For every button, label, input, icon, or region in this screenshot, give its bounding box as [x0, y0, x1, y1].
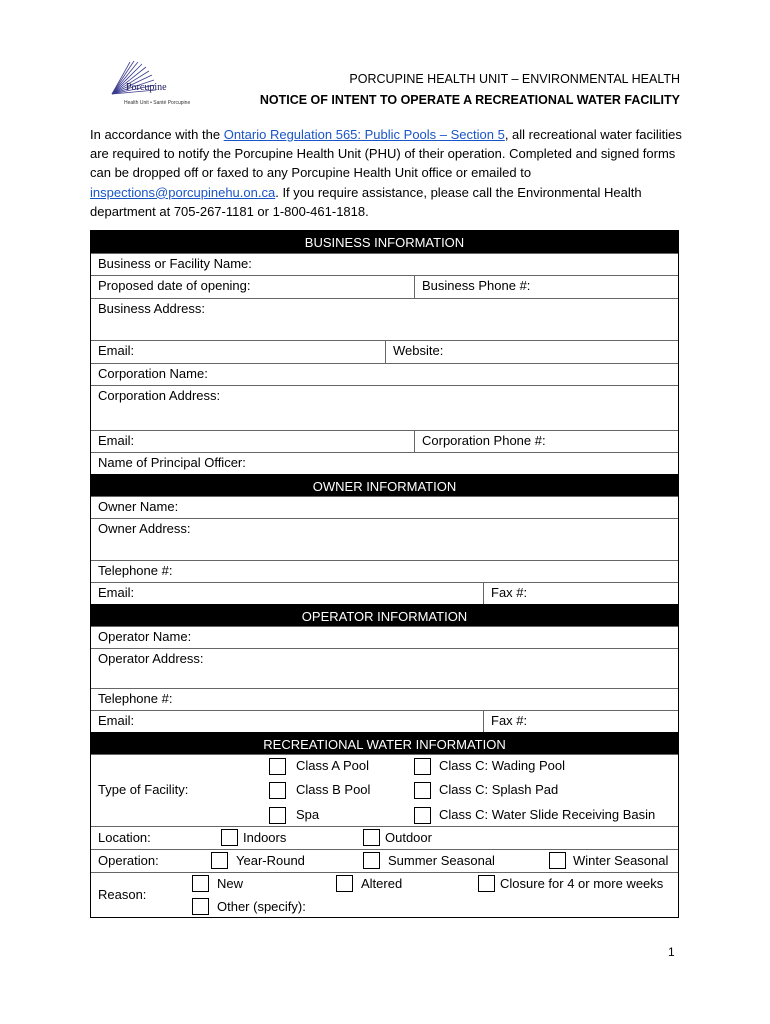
- operator-fax-field[interactable]: Fax #:: [483, 711, 678, 732]
- location-label: Location:: [98, 830, 151, 845]
- operator-telephone-label: Telephone #:: [98, 691, 173, 706]
- summer-seasonal-checkbox[interactable]: [363, 852, 380, 869]
- year-round-checkbox[interactable]: [211, 852, 228, 869]
- owner-section-header: OWNER INFORMATION: [91, 474, 678, 496]
- logo-subtitle: Health Unit • Santé Porcupine: [124, 100, 191, 106]
- business-address-label: Business Address:: [98, 301, 205, 316]
- other-specify-label: Other (specify):: [217, 899, 306, 914]
- operator-address-label: Operator Address:: [98, 651, 204, 666]
- email-website-row: [91, 340, 678, 363]
- operation-label: Operation:: [98, 853, 159, 868]
- wading-pool-label: Class C: Wading Pool: [439, 758, 565, 773]
- operator-name-label: Operator Name:: [98, 629, 192, 644]
- outdoor-label: Outdoor: [385, 830, 432, 845]
- inspections-email-link[interactable]: inspections@porcupinehu.on.ca: [90, 184, 276, 200]
- new-checkbox[interactable]: [192, 875, 209, 892]
- operator-address-row[interactable]: [91, 648, 678, 688]
- corp-phone-field[interactable]: Corporation Phone #:: [414, 431, 678, 452]
- altered-label: Altered: [361, 876, 403, 891]
- opening-date-field[interactable]: Proposed date of opening:: [98, 278, 251, 293]
- owner-address-label: Owner Address:: [98, 521, 191, 536]
- business-website-field[interactable]: Website:: [385, 341, 678, 363]
- page-number: 1: [668, 945, 675, 959]
- operator-section-header: OPERATOR INFORMATION: [91, 604, 678, 626]
- corp-address-row[interactable]: [91, 385, 678, 430]
- altered-checkbox[interactable]: [336, 875, 353, 892]
- corp-address-label: Corporation Address:: [98, 388, 221, 403]
- year-round-label: Year-Round: [236, 853, 305, 868]
- sunburst-icon: [104, 60, 164, 100]
- facility-type-row: [91, 754, 678, 826]
- header-organization: PORCUPINE HEALTH UNIT – ENVIRONMENTAL HEALTH: [349, 72, 680, 86]
- closure-label: Closure for 4 or more weeks: [500, 876, 664, 891]
- class-b-pool-label: Class B Pool: [296, 782, 371, 797]
- owner-telephone-label: Telephone #:: [98, 563, 173, 578]
- porcupine-logo: [100, 60, 200, 110]
- recreational-section-header: RECREATIONAL WATER INFORMATION: [91, 732, 678, 754]
- operator-name-row[interactable]: [91, 626, 678, 648]
- spa-label: Spa: [296, 807, 320, 822]
- spa-checkbox[interactable]: [269, 807, 286, 824]
- principal-officer-label: Name of Principal Officer:: [98, 455, 246, 470]
- operator-email-field[interactable]: Email:: [98, 713, 135, 728]
- logo-name: Porcupine: [126, 82, 167, 93]
- business-phone-field[interactable]: Business Phone #:: [414, 276, 678, 298]
- facility-name-row[interactable]: [91, 253, 678, 275]
- class-a-pool-label: Class A Pool: [296, 758, 369, 773]
- business-email-field[interactable]: Email:: [98, 343, 135, 358]
- owner-name-row[interactable]: [91, 496, 678, 518]
- intro-paragraph: In accordance with the Ontario Regulation 565: Public Pools – Section 5, all recreational water facilities are required to notify the Porcupine Health Unit (PHU) of their operation. Completed and signed forms can be dropped off or faxed to any Porcupine Health Unit office or emailed to inspections@porcupinehu.on.ca. If you require assistance, please call the Environmental Health department at 705-267-1181 or 1-800-461-1818.: [90, 127, 682, 219]
- splash-pad-checkbox[interactable]: [414, 782, 431, 799]
- owner-telephone-row[interactable]: [91, 560, 678, 582]
- winter-seasonal-label: Winter Seasonal: [573, 853, 669, 868]
- operator-email-fax-row: [91, 710, 678, 732]
- new-label: New: [217, 876, 244, 891]
- operator-telephone-row[interactable]: [91, 688, 678, 710]
- operation-row: [91, 849, 678, 872]
- corp-name-label: Corporation Name:: [98, 366, 208, 381]
- corp-email-field[interactable]: Email:: [98, 433, 135, 448]
- business-section-header: BUSINESS INFORMATION: [91, 231, 678, 253]
- reason-label: Reason:: [98, 887, 147, 902]
- owner-email-fax-row: [91, 582, 678, 604]
- opening-phone-row: [91, 275, 678, 298]
- owner-fax-field[interactable]: Fax #:: [483, 583, 678, 604]
- water-slide-checkbox[interactable]: [414, 807, 431, 824]
- water-slide-label: Class C: Water Slide Receiving Basin: [439, 807, 656, 822]
- corp-email-phone-row: [91, 430, 678, 452]
- winter-seasonal-checkbox[interactable]: [549, 852, 566, 869]
- page-title: NOTICE OF INTENT TO OPERATE A RECREATIONAL WATER FACILITY: [259, 93, 680, 107]
- class-b-pool-checkbox[interactable]: [269, 782, 286, 799]
- closure-checkbox[interactable]: [478, 875, 495, 892]
- indoors-checkbox[interactable]: [221, 829, 238, 846]
- intent-form: [90, 230, 679, 918]
- class-a-pool-checkbox[interactable]: [269, 758, 286, 775]
- business-address-row[interactable]: [91, 298, 678, 340]
- regulation-link[interactable]: Ontario Regulation 565: Public Pools – Section 5: [223, 127, 505, 142]
- corp-name-row[interactable]: [91, 363, 678, 385]
- owner-email-field[interactable]: Email:: [98, 585, 135, 600]
- reason-row: [91, 872, 678, 917]
- location-row: [91, 826, 678, 849]
- facility-name-label: Business or Facility Name:: [98, 256, 252, 271]
- wading-pool-checkbox[interactable]: [414, 758, 431, 775]
- owner-address-row[interactable]: [91, 518, 678, 560]
- principal-row[interactable]: [91, 452, 678, 474]
- outdoor-checkbox[interactable]: [363, 829, 380, 846]
- owner-name-label: Owner Name:: [98, 499, 179, 514]
- splash-pad-label: Class C: Splash Pad: [439, 782, 559, 797]
- other-checkbox[interactable]: [192, 898, 209, 915]
- facility-type-label: Type of Facility:: [98, 782, 189, 797]
- summer-seasonal-label: Summer Seasonal: [388, 853, 495, 868]
- indoors-label: Indoors: [243, 830, 287, 845]
